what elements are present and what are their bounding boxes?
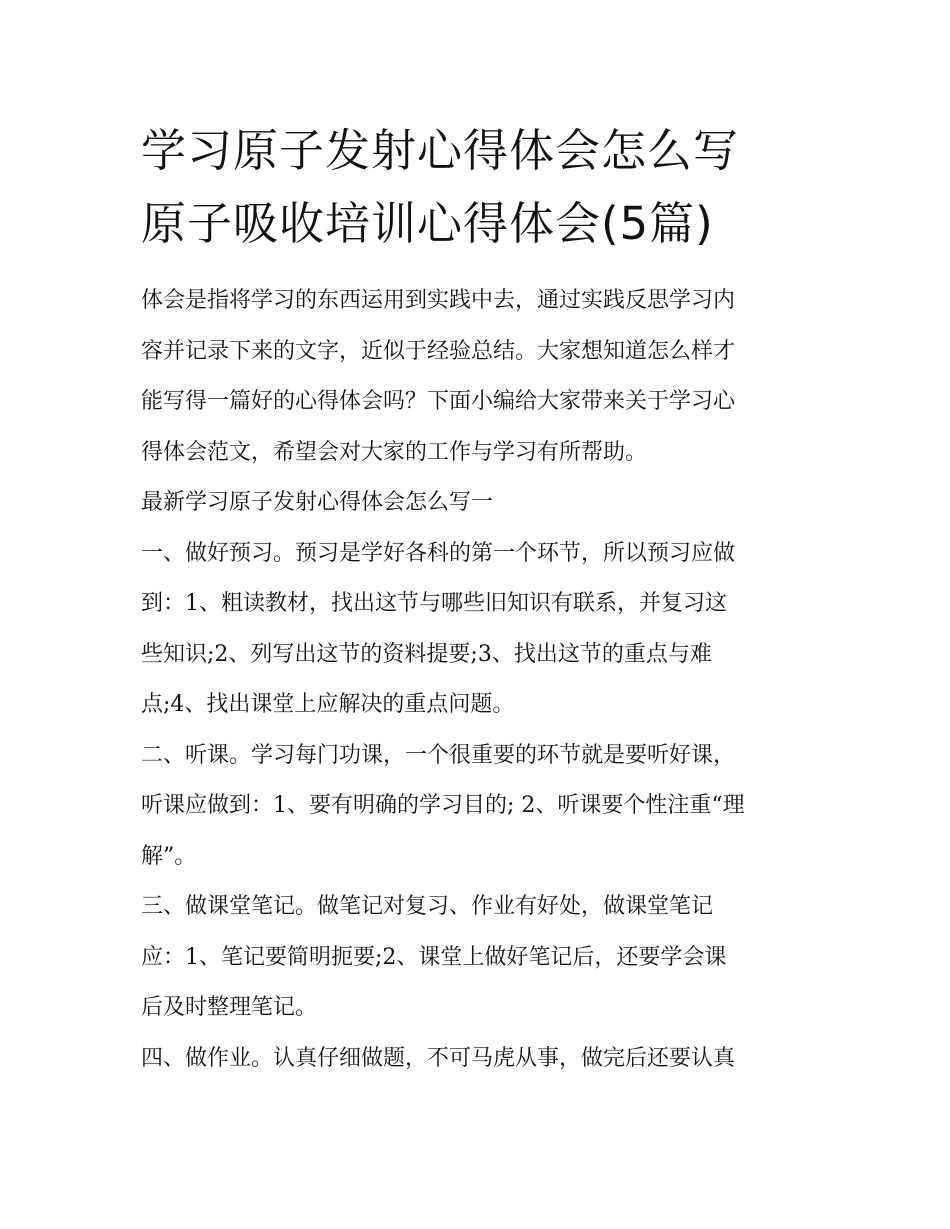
text-line: 应：1、笔记要简明扼要;2、课堂上做好笔记后，还要学会课 [141,944,727,970]
section-heading [141,478,816,529]
document-body [141,276,816,1084]
paragraph-notes [141,882,816,1034]
intro-paragraph [141,276,816,478]
text-line: 三、做课堂笔记。做笔记对复习、作业有好处，做课堂笔记 [141,894,714,919]
text-line: 得体会范文，希望会对大家的工作与学习有所帮助。 [141,439,648,465]
title-line: 学习原子发射心得体会怎么写 [141,124,740,177]
text-line: 最新学习原子发射心得体会怎么写一 [141,490,494,515]
text-line: 体会是指将学习的东西运用到实践中去，通过实践反思学习内 [141,288,736,313]
text-line: 后及时整理笔记。 [141,995,318,1020]
title-line: 原子吸收培训心得体会(5篇) [141,197,714,250]
text-line: 一、做好预习。预习是学好各科的第一个环节，所以预习应做 [141,540,736,566]
text-line: 能写得一篇好的心得体会吗？下面小编给大家带来关于学习心 [141,389,736,414]
text-line: 解”。 [141,843,197,869]
text-line: 听课应做到：1、要有明确的学习目的; 2、听课要个性注重“理 [141,793,745,818]
paragraph-listen [141,731,816,883]
paragraph-preview [141,529,816,731]
text-line: 到：1、粗读教材，找出这节与哪些旧知识有联系，并复习这 [141,591,727,616]
text-line: 些知识;2、列写出这节的资料提要;3、找出这节的重点与难 [141,641,712,667]
text-line: 容并记录下来的文字，近似于经验总结。大家想知道怎么样才 [141,338,736,364]
paragraph-homework [141,1034,816,1085]
document-title [141,114,821,260]
text-line: 点;4、找出课堂上应解决的重点问题。 [141,692,515,717]
text-line: 四、做作业。认真仔细做题，不可马虎从事，做完后还要认真 [141,1045,736,1071]
text-line: 二、听课。学习每门功课，一个很重要的环节就是要听好课， [141,742,736,768]
